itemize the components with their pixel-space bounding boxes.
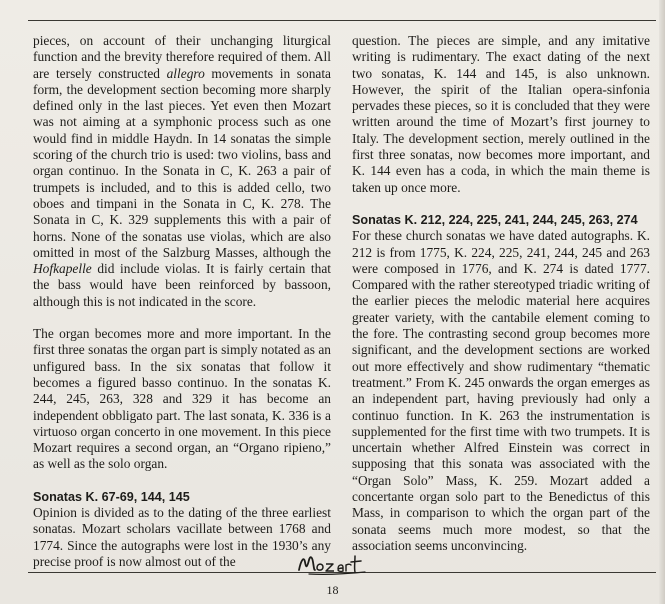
right-paragraph-1: question. The pieces are simple, and any imitative writing is rudimentary. The exact dating of the next two sonatas, K. 144 and 145, is also unknown. However, the spirit of the Italian opera-sinfonia pervades these pieces, so it is concluded that they were written around the time of Mozart’s first journey to Italy. The development section, merely outlined in the first three sonatas, now becomes more important, and K. 144 even has a coda, in which the main theme is taken up once more. [352, 33, 650, 195]
emphasis-allegro: allegro [166, 65, 205, 81]
page-edge-shadow [659, 0, 665, 604]
section-heading-dated-sonatas: Sonatas K. 212, 224, 225, 241, 244, 245, 263, 274 [352, 212, 638, 227]
page-number: 18 [326, 583, 339, 597]
mozart-signature-logo [295, 550, 375, 578]
left-paragraph-3: Opinion is divided as to the dating of the three earliest sonatas. Mozart scholars vacillate between 1768 and 1774. Since the autographs were lost in the 1930’s any precise proof is now almost out of the [33, 505, 331, 569]
left-paragraph-2: The organ becomes more and more important. In the first three sonatas the organ part is simply notated as an unfigured bass. In the six sonatas that follow it becomes a figured basso continuo. In the sonatas K. 244, 245, 263, 328 and 329 it has become an independent obbligato part. The last sonata, K. 336 is a virtuoso organ concerto in one movement. In this piece Mozart requires a second organ, an “Organo ripieno,” as well as the solo organ. [33, 326, 331, 472]
right-paragraph-2: For these church sonatas we have dated autographs. K. 212 is from 1775, K. 224, 225, 241, 244, 245 and 263 were composed in 1776, and K. 274 is dated 1777. Compared with the rather stereotyped triadic writing of the earlier pieces the melodic material here acquires greater variety, with the cantabile element coming to the fore. The contrasting second group becomes more significant, and the development sections are worked out more effectively and show rudimentary “thematic treatment.” From K. 245 onwards the organ emerges as an independent part, having previously had only a continuo function. In K. 263 the instrumentation is supplemented for the first time with two trumpets. It is uncertain whether Alfred Einstein was correct in supposing that this sonata was associated with the “Organ Solo” Mass, K. 259. Mozart added a concertante organ solo part to the Benedictus of this Mass, in comparison to which the organ part of the sonata seems much more modest, so that the association seems unconvincing. [352, 228, 650, 553]
left-paragraph-1: pieces, on account of their unchanging liturgical function and the brevity therefore required of them. All are tersely constructed allegro movements in sonata form, the development section becoming more sharply defined only in the last pieces. Yet even then Mozart was not aiming at a symphonic process such as one would find in middle Haydn. In 14 sonatas the simple scoring of the church trio is used: two violins, bass and organ continuo. In the Sonata in C, K. 263 a pair of trumpets is included, and to this is added cello, two oboes and timpani in the Sonata in C, K. 278. The Sonata in C, K. 329 supplements this with a pair of horns. None of the sonatas use violas, which are also omitted in most of the Salzburg Masses, although the Hofkapelle did include violas. It is fairly certain that the bass would have been reinforced by bassoon, although this is not indicated in the score. [33, 33, 331, 309]
left-column [33, 33, 331, 570]
right-column [352, 33, 650, 554]
emphasis-hofkapelle: Hofkapelle [33, 261, 92, 277]
top-rule [28, 20, 656, 21]
section-heading-early-sonatas: Sonatas K. 67-69, 144, 145 [33, 489, 190, 504]
